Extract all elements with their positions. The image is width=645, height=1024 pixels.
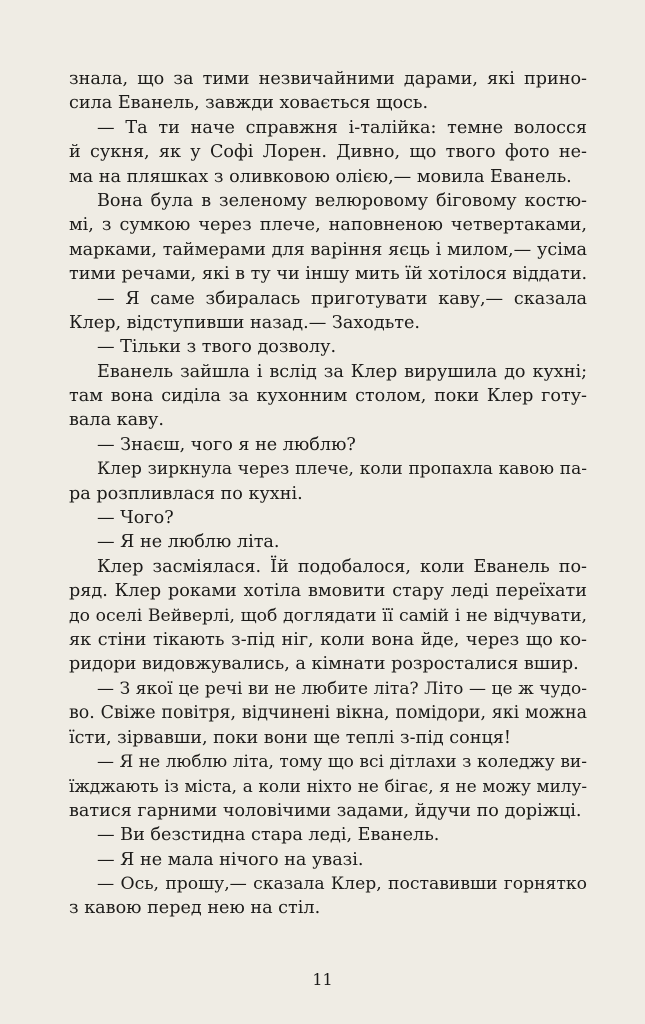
text-line: там вона сиділа за кухонним столом, поки Клер готу- bbox=[69, 386, 587, 407]
text-line: Клер, відступивши назад.— Заходьте. bbox=[69, 312, 421, 333]
text-line: — Ви безстидна стара леді, Еванель. bbox=[97, 825, 440, 846]
text-line: — Тільки з твого дозволу. bbox=[97, 337, 337, 358]
text-line: — Я саме збиралась приготувати каву,— сказала bbox=[97, 288, 587, 309]
text-line: — Я не люблю літа, тому що всі дітлахи з коледжу ви- bbox=[97, 751, 587, 772]
text-line: Клер засміялася. Їй подобалося, коли Еванель по- bbox=[97, 556, 587, 577]
page-number: 11 bbox=[312, 970, 333, 989]
text-line: вала каву. bbox=[69, 410, 164, 431]
text-line: знала, що за тими незвичайними дарами, які прино- bbox=[69, 69, 587, 89]
text-line: ряд. Клер роками хотіла вмовити стару леді переїхати bbox=[69, 581, 587, 602]
text-line: як стіни тікають з-під ніг, коли вона йде, через що ко- bbox=[69, 629, 587, 650]
text-line: — Я не мала нічого на увазі. bbox=[97, 849, 364, 870]
text-line: ватися гарними чоловічими задами, йдучи по доріжці. bbox=[69, 800, 582, 821]
text-line: ра розпливлася по кухні. bbox=[69, 483, 303, 504]
text-line: до оселі Вейверлі, щоб доглядати її самій і не відчувати, bbox=[69, 605, 587, 626]
text-line: — Та ти наче справжня і-талійка: темне волосся bbox=[97, 117, 587, 138]
text-line: сила Еванель, завжди ховається щось. bbox=[69, 93, 429, 114]
text-line: з кавою перед нею на стіл. bbox=[69, 898, 321, 919]
text-line: во. Свіже повітря, відчинені вікна, помідори, які можна bbox=[69, 703, 587, 724]
text-line: — Знаєш, чого я не люблю? bbox=[97, 434, 356, 455]
body-text bbox=[69, 67, 587, 921]
text-line: Вона була в зеленому велюровому біговому костю- bbox=[97, 190, 587, 211]
text-line: Клер зиркнула через плече, коли пропахла кавою па- bbox=[97, 459, 587, 480]
text-line: їжджають із міста, а коли ніхто не бігає, я не можу милу- bbox=[69, 776, 587, 797]
text-line: Еванель зайшла і вслід за Клер вирушила до кухні; bbox=[97, 361, 587, 382]
text-line: ма на пляшках з оливковою олією,— мовила Еванель. bbox=[69, 166, 572, 187]
text-line: — Я не люблю літа. bbox=[97, 532, 280, 553]
text-line: тими речами, які в ту чи іншу мить їй хотілося віддати. bbox=[69, 264, 588, 285]
text-line: мі, з сумкою через плече, наповненою четвертаками, bbox=[69, 215, 587, 236]
text-line: марками, таймерами для варіння яєць і милом,— усіма bbox=[69, 239, 587, 260]
text-line: — Ось, прошу,— сказала Клер, поставивши горнятко bbox=[97, 873, 587, 894]
text-line: й сукня, як у Софі Лорен. Дивно, що твого фото не- bbox=[69, 142, 587, 163]
text-line: — Чого? bbox=[97, 508, 174, 529]
text-line: ридори видовжувались, а кімнати розросталися вшир. bbox=[69, 654, 579, 675]
text-line: — З якої це речі ви не любите літа? Літо — це ж чудо- bbox=[97, 678, 587, 699]
text-line: їсти, зірвавши, поки вони ще теплі з-під сонця! bbox=[69, 727, 511, 748]
